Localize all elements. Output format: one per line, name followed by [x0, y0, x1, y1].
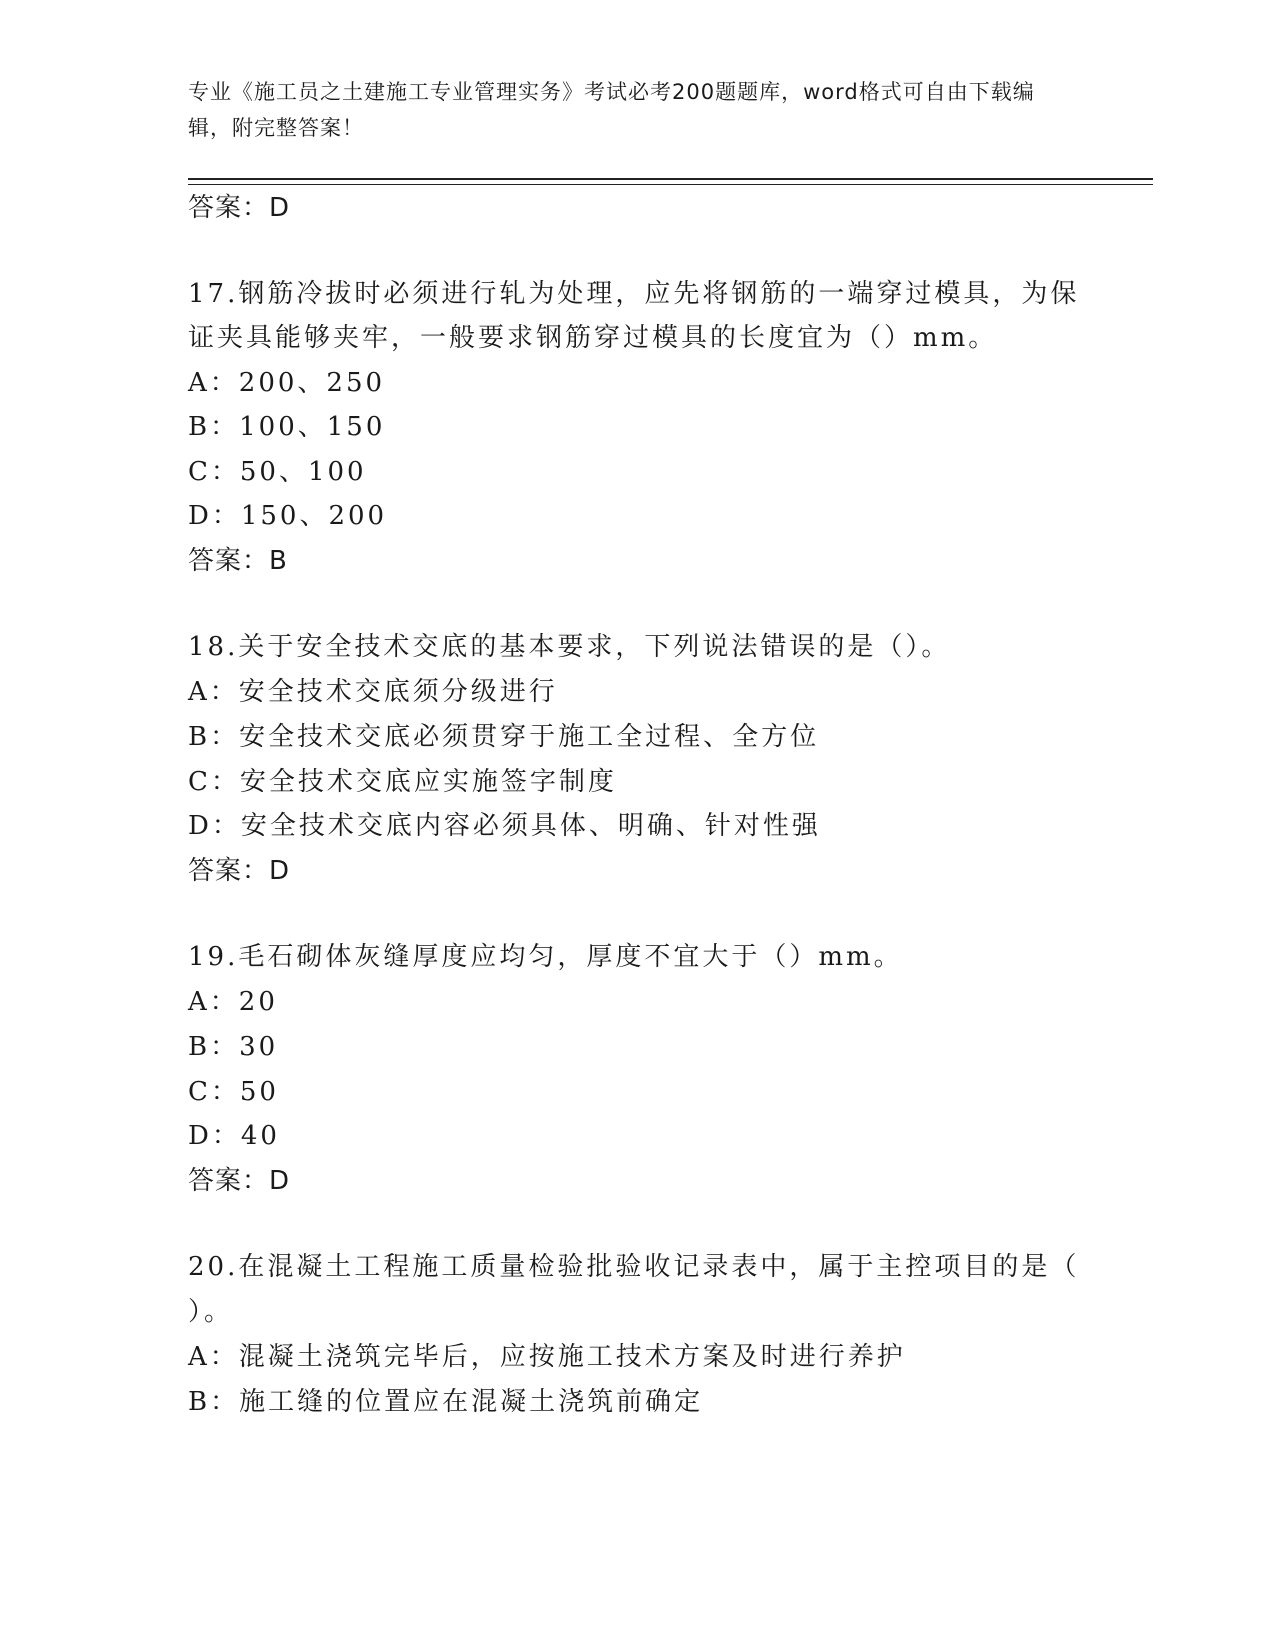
question-20-stem-line-2: ）。 [188, 1297, 234, 1327]
question-17-option-b: B：100、150 [188, 412, 386, 442]
question-19-option-b: B：30 [188, 1032, 279, 1062]
question-19-answer: 答案：D [188, 1166, 291, 1196]
header-divider-thin [188, 184, 1153, 185]
question-20-stem-line-1: 20.在混凝土工程施工质量检验批验收记录表中，属于主控项目的是（ [188, 1252, 1080, 1282]
previous-answer: 答案：D [188, 193, 291, 223]
question-18-answer: 答案：D [188, 856, 291, 886]
header-divider-thick [188, 178, 1153, 180]
question-18-option-b: B：安全技术交底必须贯穿于施工全过程、全方位 [188, 722, 820, 752]
question-18-option-c: C：安全技术交底应实施签字制度 [188, 767, 617, 797]
question-18-option-a: A：安全技术交底须分级进行 [188, 677, 558, 707]
question-20-option-b: B：施工缝的位置应在混凝土浇筑前确定 [188, 1387, 704, 1417]
question-17-stem-line-1: 17.钢筋冷拔时必须进行轧为处理，应先将钢筋的一端穿过模具，为保 [188, 279, 1080, 309]
question-20-option-a: A：混凝土浇筑完毕后，应按施工技术方案及时进行养护 [188, 1342, 906, 1372]
question-18-option-d: D：安全技术交底内容必须具体、明确、针对性强 [188, 811, 821, 841]
document-header: 专业《施工员之土建施工专业管理实务》考试必考200题题库，word格式可自由下载编辑，附完整答案！ [188, 80, 1035, 140]
question-18-stem-line-1: 18.关于安全技术交底的基本要求，下列说法错误的是（）。 [188, 632, 951, 662]
question-19-option-d: D：40 [188, 1121, 280, 1151]
question-17-option-d: D：150、200 [188, 501, 388, 531]
question-19-option-c: C：50 [188, 1077, 279, 1107]
question-19-stem-line-1: 19.毛石砌体灰缝厚度应均匀，厚度不宜大于（）mm。 [188, 942, 903, 972]
question-17-stem-line-2: 证夹具能够夹牢，一般要求钢筋穿过模具的长度宜为（）mm。 [188, 323, 998, 353]
question-17-answer: 答案：B [188, 546, 288, 576]
question-17-option-c: C：50、100 [188, 457, 367, 487]
question-17-option-a: A：200、250 [188, 368, 386, 398]
question-19-option-a: A：20 [188, 987, 278, 1017]
